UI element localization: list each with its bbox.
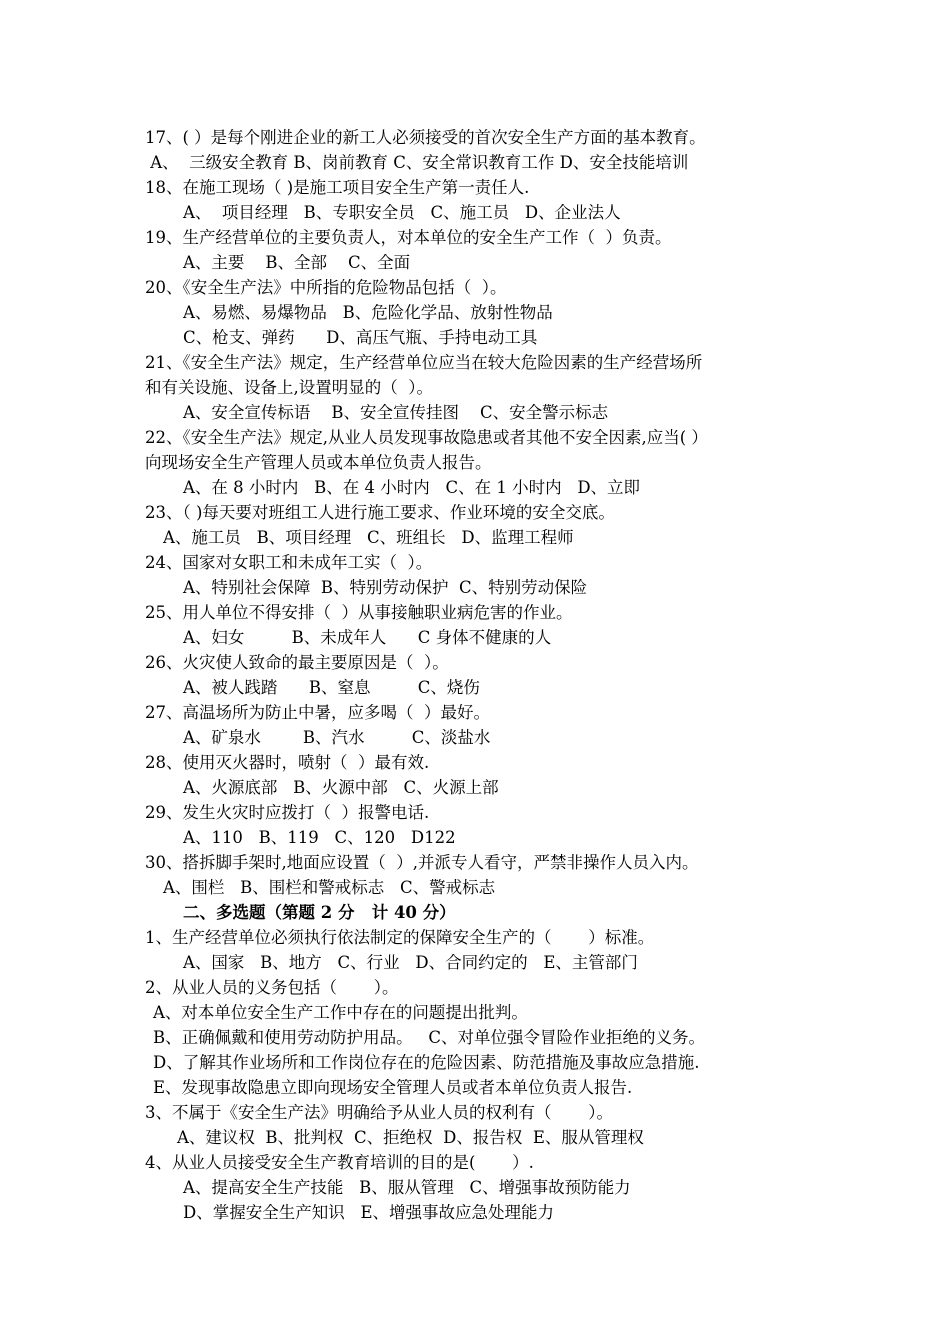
line-8: C、枪支、弹药 D、高压气瓶、手持电动工具 <box>183 328 538 347</box>
line-1: A、 三级安全教育 B、岗前教育 C、安全常识教育工作 D、安全技能培训 <box>145 153 689 172</box>
line-39: 3、不属于《安全生产法》明确给予从业人员的权利有（ ）。 <box>145 1103 613 1122</box>
line-4: 19、生产经营单位的主要负责人，对本单位的安全生产工作（ ）负责。 <box>145 228 672 247</box>
line-30: A、围栏 B、围栏和警戒标志 C、警戒标志 <box>163 878 496 897</box>
line-6: 20、《安全生产法》中所指的危险物品包括（ ）。 <box>145 278 507 297</box>
line-0: 17、( ）是每个刚进企业的新工人必须接受的首次安全生产方面的基本教育。 <box>145 128 706 147</box>
line-27: 29、发生火灾时应拨打（ ）报警电话. <box>145 803 430 822</box>
line-34: 2、从业人员的义务包括（ ）。 <box>145 978 399 997</box>
line-18: A、特别社会保障 B、特别劳动保护 C、特别劳动保险 <box>183 578 588 597</box>
line-20: A、妇女 B、未成年人 C 身体不健康的人 <box>183 628 552 647</box>
line-17: 24、国家对女职工和未成年工实（ ）。 <box>145 553 433 572</box>
line-41: 4、从业人员接受安全生产教育培训的目的是( ）. <box>145 1153 534 1172</box>
line-10: 和有关设施、设备上,设置明显的（ ）。 <box>145 378 433 397</box>
line-9: 21、《安全生产法》规定，生产经营单位应当在较大危险因素的生产经营场所 <box>145 353 703 372</box>
line-7: A、易燃、易爆物品 B、危险化学品、放射性物品 <box>183 303 553 322</box>
line-22: A、被人践踏 B、窒息 C、烧伤 <box>183 678 480 697</box>
line-42: A、提高安全生产技能 B、服从管理 C、增强事故预防能力 <box>183 1178 631 1197</box>
line-3: A、 项目经理 B、专职安全员 C、施工员 D、企业法人 <box>183 203 621 222</box>
line-11: A、安全宣传标语 B、安全宣传挂图 C、安全警示标志 <box>183 403 609 422</box>
line-32: 1、生产经营单位必须执行依法制定的保障安全生产的（ ）标准。 <box>145 928 655 947</box>
line-33: A、国家 B、地方 C、行业 D、合同约定的 E、主管部门 <box>183 953 638 972</box>
line-36: B、正确佩戴和使用劳动防护用品。 C、对单位强令冒险作业拒绝的义务。 <box>153 1028 705 1047</box>
section-heading: 二、多选题（第题 2 分 计 40 分） <box>183 903 456 922</box>
line-24: A、矿泉水 B、汽水 C、淡盐水 <box>183 728 491 747</box>
line-2: 18、在施工现场（ )是施工项目安全生产第一责任人. <box>145 178 530 197</box>
line-28: A、110 B、119 C、120 D122 <box>183 828 456 847</box>
line-23: 27、高温场所为防止中暑，应多喝（ ）最好。 <box>145 703 490 722</box>
line-21: 26、火灾使人致命的最主要原因是（ ）。 <box>145 653 449 672</box>
line-38: E、发现事故隐患立即向现场安全管理人员或者本单位负责人报告. <box>153 1078 633 1097</box>
line-26: A、火源底部 B、火源中部 C、火源上部 <box>183 778 499 797</box>
line-29: 30、搭拆脚手架时,地面应设置（ ）,并派专人看守，严禁非操作人员入内。 <box>145 853 699 872</box>
line-12: 22、《安全生产法》规定,从业人员发现事故隐患或者其他不安全因素,应当( ） <box>145 428 708 447</box>
line-35: A、对本单位安全生产工作中存在的问题提出批判。 <box>153 1003 528 1022</box>
line-40: A、建议权 B、批判权 C、拒绝权 D、报告权 E、服从管理权 <box>177 1128 644 1147</box>
line-19: 25、用人单位不得安排（ ）从事接触职业病危害的作业。 <box>145 603 573 622</box>
line-25: 28、使用灭火器时，喷射（ ）最有效. <box>145 753 430 772</box>
line-15: 23、（ )每天要对班组工人进行施工要求、作业环境的安全交底。 <box>145 503 615 522</box>
line-43: D、掌握安全生产知识 E、增强事故应急处理能力 <box>183 1203 555 1222</box>
line-14: A、在 8 小时内 B、在 4 小时内 C、在 1 小时内 D、立即 <box>183 478 641 497</box>
line-5: A、主要 B、全部 C、全面 <box>183 253 411 272</box>
line-16: A、施工员 B、项目经理 C、班组长 D、监理工程师 <box>163 528 574 547</box>
line-13: 向现场安全生产管理人员或本单位负责人报告。 <box>145 453 492 472</box>
line-37: D、了解其作业场所和工作岗位存在的危险因素、防范措施及事故应急措施. <box>153 1053 700 1072</box>
